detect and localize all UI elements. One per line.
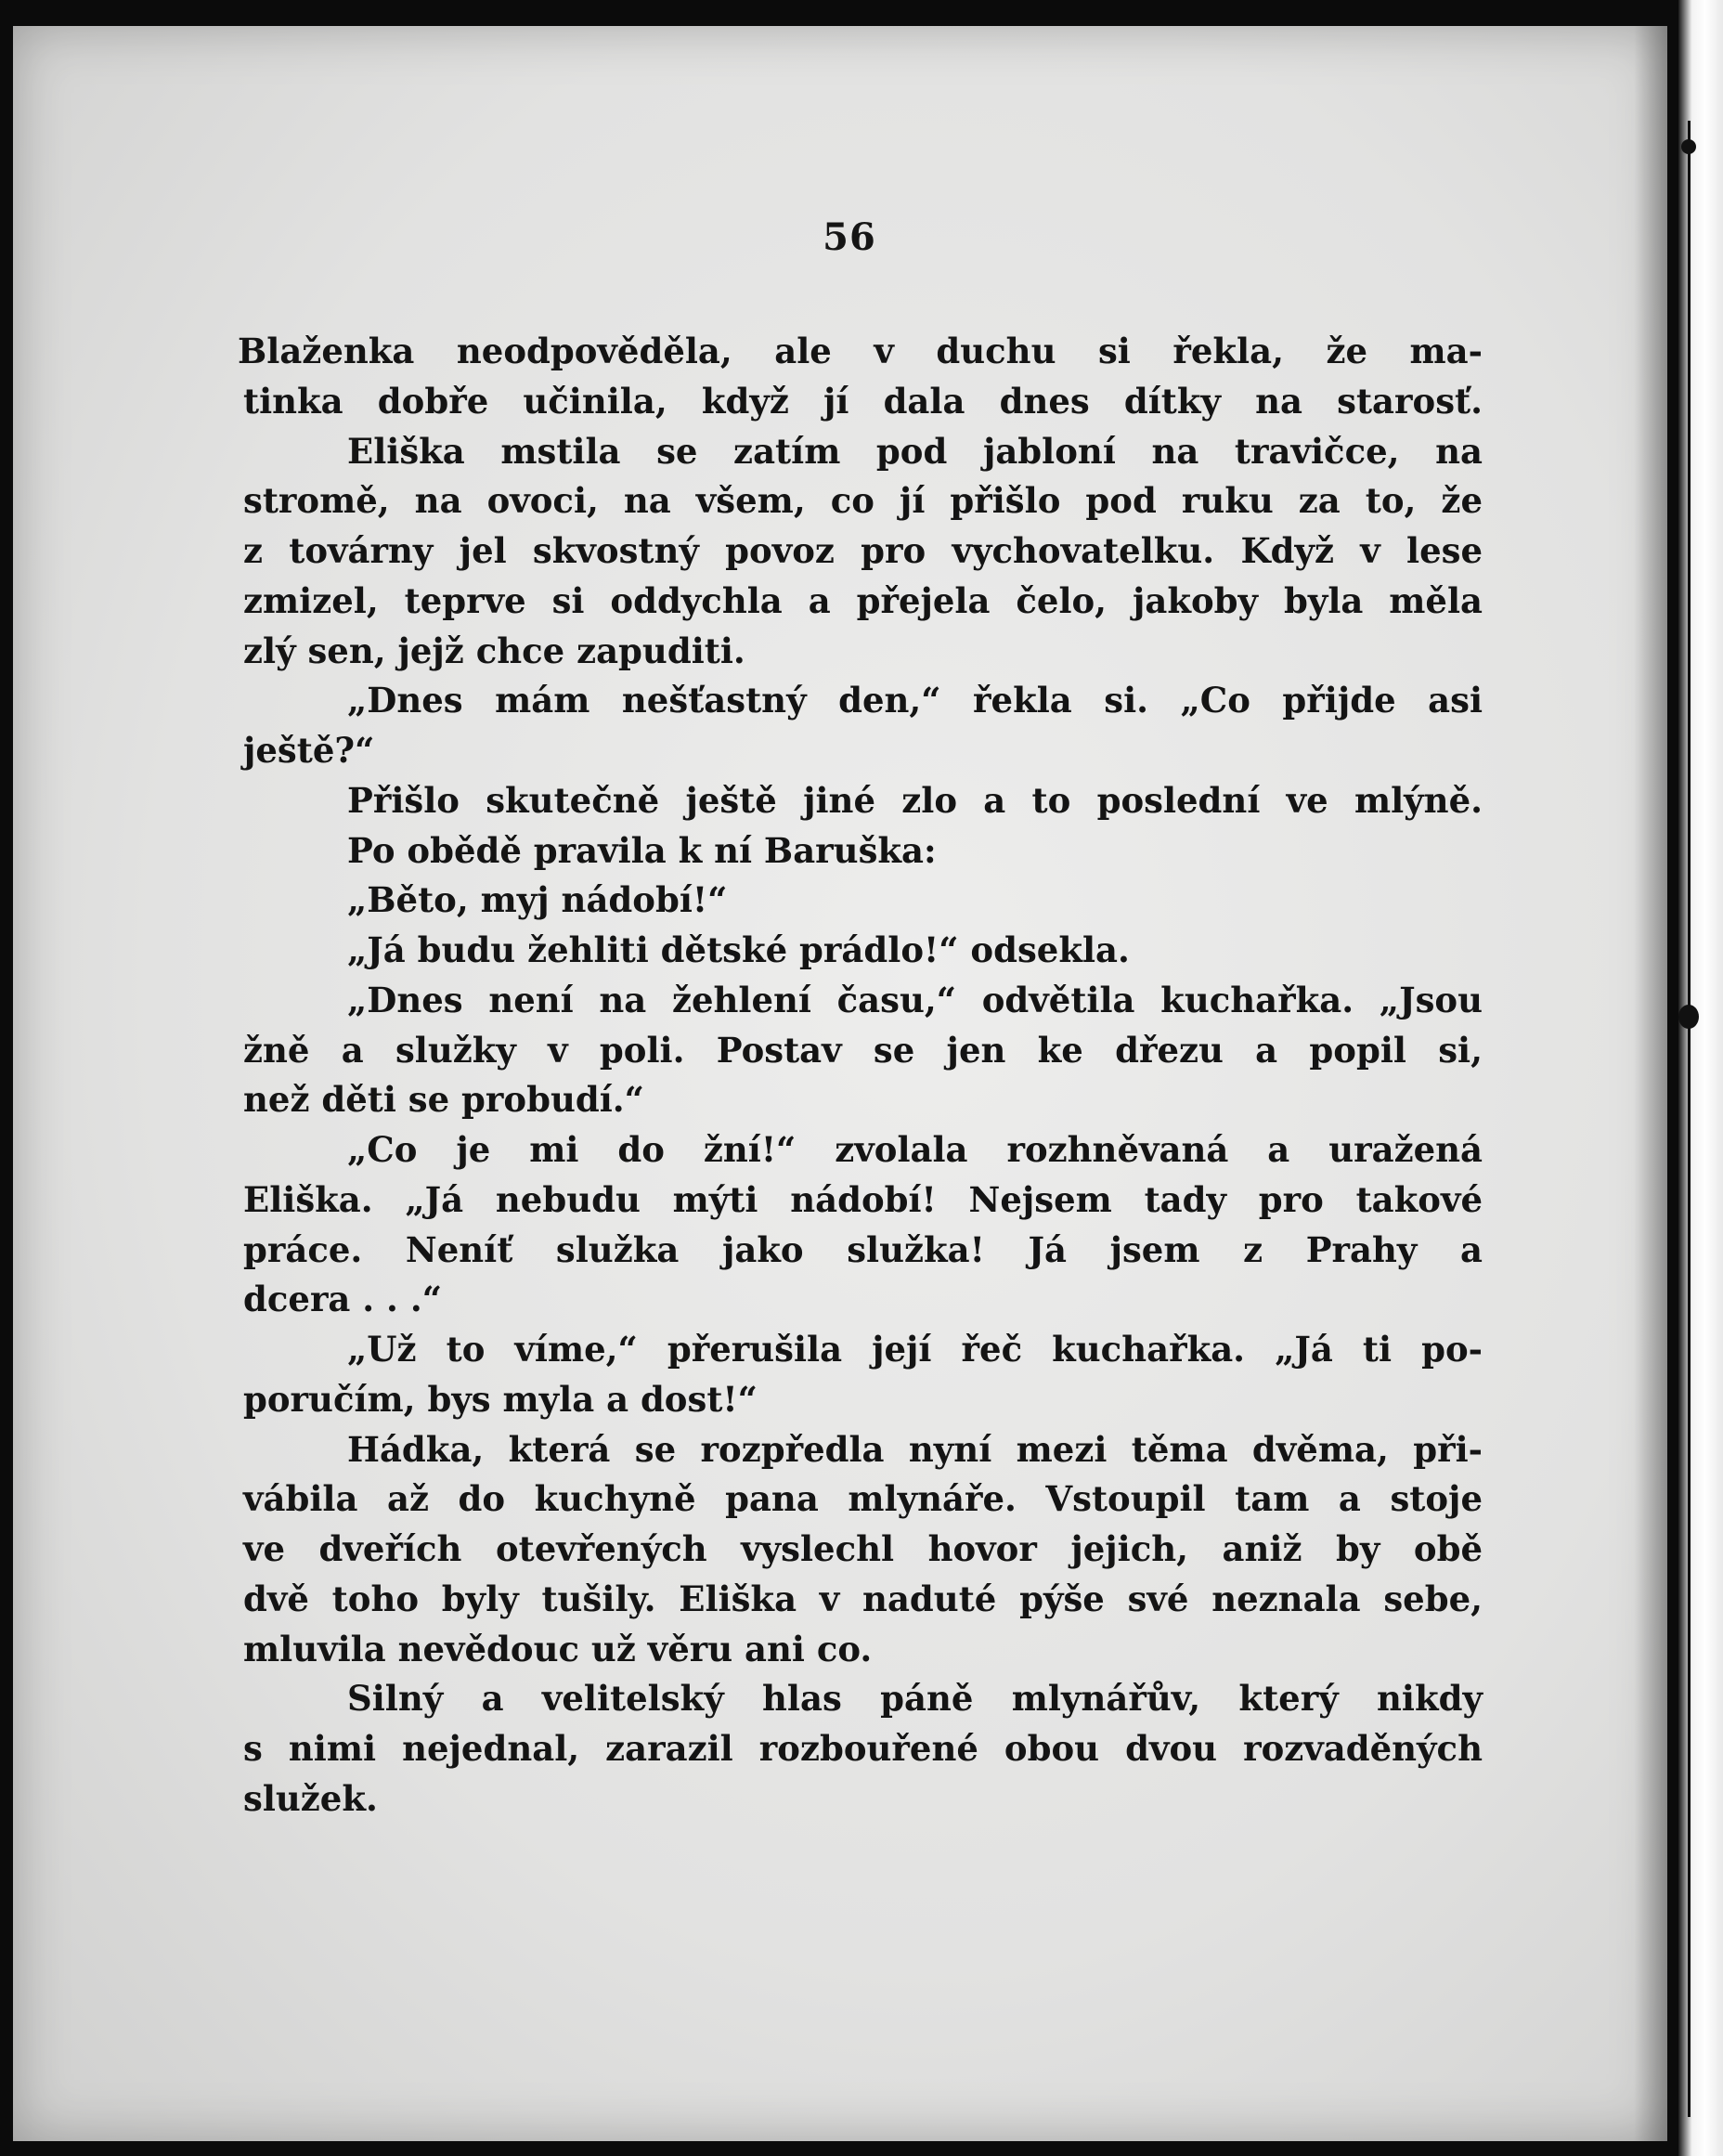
page-number: 56: [823, 215, 876, 259]
text-line: z továrny jel skvostný povoz pro vychovatelku. Když v lese: [243, 530, 1483, 571]
text-line: „Já budu žehliti dětské prádlo!“ odsekla.: [347, 929, 1130, 970]
text-line: Eliška. „Já nebudu mýti nádobí! Nejsem tady pro takové: [243, 1178, 1483, 1220]
text-line: Hádka, která se rozpředla nyní mezi těma dvěma, při-: [347, 1428, 1483, 1470]
text-line: ve dveřích otevřených vyslechl hovor jejich, aniž by obě: [243, 1528, 1483, 1569]
text-line: „Běto, myj nádobí!“: [347, 879, 728, 921]
text-line: vábila až do kuchyně pana mlynáře. Vstoupil tam a stoje: [243, 1478, 1483, 1520]
text-line: s nimi nejednal, zarazil rozbouřené obou dvou rozvaděných: [243, 1728, 1483, 1769]
page-edge-line: [1688, 121, 1691, 2117]
text-line: práce. Neníť služka jako služka! Já jsem z Prahy a: [243, 1228, 1483, 1270]
text-line: ještě?“: [243, 730, 375, 771]
text-line: stromě, na ovoci, na všem, co jí přišlo pod ruku za to, že: [243, 480, 1483, 522]
text-line: než děti se probudí.“: [243, 1079, 644, 1121]
text-line: dcera . . .“: [243, 1279, 442, 1320]
text-line: „Už to víme,“ přerušila její řeč kuchařka. „Já ti po-: [347, 1329, 1483, 1370]
text-line: Po obědě pravila k ní Baruška:: [347, 829, 937, 871]
text-line: Silný a velitelský hlas páně mlynářův, který nikdy: [347, 1678, 1483, 1720]
text-line: „Dnes mám nešťastný den,“ řekla si. „Co přijde asi: [347, 680, 1483, 721]
page-spine-shadow: [1634, 26, 1667, 2141]
text-line: zlý sen, jejž chce zapuditi.: [243, 630, 745, 671]
text-line: Blaženka neodpověděla, ale v duchu si řekla, že ma-: [238, 331, 1483, 371]
text-line: mluvila nevědouc už věru ani co.: [243, 1628, 873, 1669]
edge-mark: [1678, 1005, 1699, 1029]
text-line: tinka dobře učinila, když jí dala dnes dítky na starosť.: [243, 380, 1483, 422]
text-line: Přišlo skutečně ještě jiné zlo a to poslední ve mlýně.: [347, 779, 1483, 821]
text-line: žně a služky v poli. Postav se jen ke dřezu a popil si,: [243, 1029, 1483, 1071]
edge-mark: [1681, 139, 1696, 154]
text-line: „Dnes není na žehlení času,“ odvětila kuchařka. „Jsou: [347, 979, 1483, 1020]
body-text: [238, 327, 1483, 1825]
text-line: poručím, bys myla a dost!“: [243, 1378, 758, 1420]
text-line: dvě toho byly tušily. Eliška v naduté pýše své neznala sebe,: [243, 1578, 1483, 1619]
text-line: „Co je mi do žní!“ zvolala rozhněvaná a uražená: [347, 1129, 1483, 1170]
text-line: zmizel, teprve si oddychla a přejela čelo, jakoby byla měla: [243, 579, 1483, 621]
text-line: služek.: [243, 1777, 378, 1819]
text-line: Eliška mstila se zatím pod jabloní na travičce, na: [347, 430, 1483, 472]
page-edge-stack: [1678, 0, 1723, 2156]
